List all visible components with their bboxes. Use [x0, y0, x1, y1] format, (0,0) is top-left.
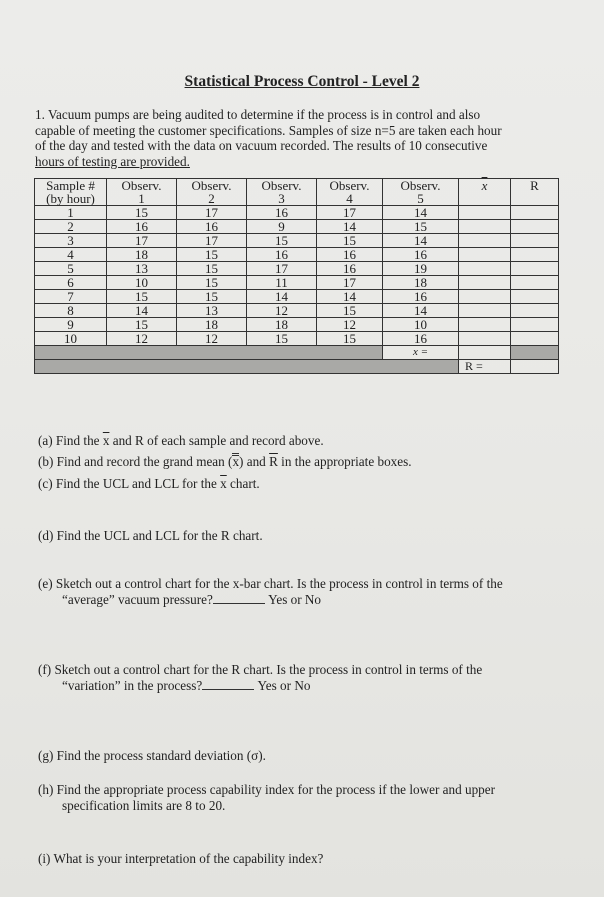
observation-cell: 15: [247, 332, 317, 346]
question-i: (i) What is your interpretation of the capability index?: [38, 851, 324, 866]
observation-cell: 10: [107, 276, 177, 290]
observation-cell: 13: [177, 304, 247, 318]
rbar-row: [35, 360, 559, 374]
observation-cell: 16: [247, 248, 317, 262]
question-b-grand-mean-symbol: x: [232, 454, 240, 469]
table-header-1: Observ.: [107, 179, 177, 193]
table-header-0: Sample #: [35, 179, 107, 193]
table-row: [35, 262, 559, 276]
xbar-answer-cell[interactable]: [459, 318, 511, 332]
observation-cell: 14: [383, 234, 459, 248]
grand-mean-answer-cell[interactable]: [459, 346, 511, 360]
observation-cell: 15: [317, 332, 383, 346]
range-answer-cell[interactable]: [511, 248, 559, 262]
observation-cell: 15: [317, 304, 383, 318]
sample-number-cell: 8: [35, 304, 107, 318]
sample-data-table: [34, 178, 559, 374]
table-subheader-4: 4: [317, 192, 383, 206]
observation-cell: 12: [247, 304, 317, 318]
observation-cell: 16: [317, 248, 383, 262]
question-c-post: chart.: [226, 476, 260, 491]
question-e-line-2: [38, 592, 563, 608]
observation-cell: 16: [383, 332, 459, 346]
observation-cell: 13: [107, 262, 177, 276]
observation-cell: 15: [107, 206, 177, 220]
question-f-line-1: (f) Sketch out a control chart for the R chart. Is the process in control in terms of the: [38, 662, 483, 677]
question-e-options: Yes or No: [268, 591, 322, 607]
range-answer-cell[interactable]: [511, 304, 559, 318]
shaded-cell: [511, 346, 559, 360]
intro-line-4: hours of testing are provided.: [35, 153, 190, 169]
sample-number-cell: 6: [35, 276, 107, 290]
table-row: [35, 318, 559, 332]
range-answer-cell[interactable]: [511, 206, 559, 220]
range-answer-cell[interactable]: [511, 290, 559, 304]
range-answer-cell[interactable]: [511, 262, 559, 276]
observation-cell: 15: [107, 318, 177, 332]
shaded-cell: [35, 360, 459, 374]
observation-cell: 15: [177, 290, 247, 304]
observation-cell: 17: [107, 234, 177, 248]
table-row: [35, 304, 559, 318]
table-header-3: Observ.: [247, 179, 317, 193]
xbar-answer-cell[interactable]: [459, 290, 511, 304]
observation-cell: 15: [383, 220, 459, 234]
question-a-xbar: $\overline{x}$: [102, 433, 110, 448]
xbar-answer-cell[interactable]: [459, 332, 511, 346]
table-row: [35, 332, 559, 346]
question-b-pre: (b) Find and record the grand mean (: [38, 454, 233, 469]
range-answer-cell[interactable]: [511, 220, 559, 234]
page-title: Statistical Process Control - Level 2: [184, 73, 420, 90]
range-answer-cell[interactable]: [511, 234, 559, 248]
sample-number-cell: 5: [35, 262, 107, 276]
sample-number-cell: 7: [35, 290, 107, 304]
question-b-rbar-symbol: $\overline{R}$: [269, 454, 278, 469]
observation-cell: 16: [383, 248, 459, 262]
question-a-post: and R of each sample and record above.: [109, 433, 324, 448]
xbar-answer-cell[interactable]: [459, 262, 511, 276]
observation-cell: 17: [317, 276, 383, 290]
observation-cell: 17: [177, 206, 247, 220]
table-header-2: Observ.: [177, 179, 247, 193]
sample-number-cell: 4: [35, 248, 107, 262]
observation-cell: 12: [177, 332, 247, 346]
question-b-mid: ) and: [239, 454, 270, 469]
question-d: (d) Find the UCL and LCL for the R chart.: [38, 528, 263, 543]
rbar-answer-cell[interactable]: [511, 360, 559, 374]
range-answer-cell[interactable]: [511, 332, 559, 346]
grand-mean-label: x =: [383, 346, 459, 360]
observation-cell: 15: [107, 290, 177, 304]
intro-line-1: 1. Vacuum pumps are being audited to determine if the process is in control and also: [35, 107, 481, 122]
table-row: [35, 220, 559, 234]
grand-mean-row: [35, 346, 559, 360]
observation-cell: 16: [317, 262, 383, 276]
question-f: [38, 662, 563, 693]
sample-number-cell: 9: [35, 318, 107, 332]
shaded-cell: [35, 346, 383, 360]
observation-cell: 18: [247, 318, 317, 332]
range-answer-cell[interactable]: [511, 276, 559, 290]
observation-cell: 17: [247, 262, 317, 276]
question-c-pre: (c) Find the UCL and LCL for the: [38, 476, 221, 491]
observation-cell: 15: [247, 234, 317, 248]
table-header-7: R: [511, 179, 559, 206]
range-answer-cell[interactable]: [511, 318, 559, 332]
sample-number-cell: 2: [35, 220, 107, 234]
question-c: [38, 476, 563, 492]
table-subheader-3: 3: [247, 192, 317, 206]
question-g: (g) Find the process standard deviation (σ).: [38, 748, 266, 763]
observation-cell: 11: [247, 276, 317, 290]
table-subheader-1: 1: [107, 192, 177, 206]
observation-cell: 18: [177, 318, 247, 332]
rbar-label: R =: [459, 360, 511, 374]
sample-number-cell: 10: [35, 332, 107, 346]
question-c-xbar: $\overline{x}$: [220, 476, 227, 491]
observation-cell: 10: [383, 318, 459, 332]
question-h-line-1: (h) Find the appropriate process capability index for the process if the lower and upper: [38, 782, 496, 797]
table-subheader-0: (by hour): [35, 192, 107, 206]
observation-cell: 19: [383, 262, 459, 276]
observation-cell: 17: [177, 234, 247, 248]
observation-cell: 16: [383, 290, 459, 304]
observation-cell: 16: [107, 220, 177, 234]
question-f-prompt: “variation” in the process?: [62, 677, 203, 693]
problem-intro: [35, 107, 555, 169]
question-f-options: Yes or No: [257, 677, 311, 693]
question-h-line-2: specification limits are 8 to 20.: [62, 797, 226, 813]
xbar-answer-cell[interactable]: [459, 248, 511, 262]
observation-cell: 15: [177, 262, 247, 276]
observation-cell: 14: [317, 290, 383, 304]
table-row: [35, 234, 559, 248]
observation-cell: 15: [317, 234, 383, 248]
observation-cell: 15: [177, 248, 247, 262]
table-subheader-5: 5: [383, 192, 459, 206]
observation-cell: 17: [317, 206, 383, 220]
sample-number-cell: 3: [35, 234, 107, 248]
observation-cell: 16: [247, 206, 317, 220]
table-row: [35, 248, 559, 262]
question-e-line-1: (e) Sketch out a control chart for the x-bar chart. Is the process in control in terms of the: [38, 576, 503, 591]
table-row: [35, 206, 559, 220]
observation-cell: 9: [247, 220, 317, 234]
question-e: [38, 576, 563, 607]
intro-line-2: capable of meeting the customer specifications. Samples of size n=5 are taken each hour: [35, 122, 502, 138]
observation-cell: 14: [383, 304, 459, 318]
question-e-prompt: “average” vacuum pressure?: [62, 591, 213, 607]
table-subheader-2: 2: [177, 192, 247, 206]
table-header-5: Observ.: [383, 179, 459, 193]
xbar-answer-cell[interactable]: [459, 206, 511, 220]
table-row: [35, 290, 559, 304]
observation-cell: 16: [177, 220, 247, 234]
question-a: [38, 433, 563, 449]
observation-cell: 18: [383, 276, 459, 290]
observation-cell: 14: [317, 220, 383, 234]
xbar-answer-cell[interactable]: [459, 234, 511, 248]
observation-cell: 18: [107, 248, 177, 262]
question-h: [38, 782, 563, 813]
xbar-answer-cell[interactable]: [459, 304, 511, 318]
table-header-4: Observ.: [317, 179, 383, 193]
observation-cell: 14: [383, 206, 459, 220]
xbar-answer-cell[interactable]: [459, 276, 511, 290]
table-header-6: $\overline{x}$: [459, 179, 511, 206]
question-a-pre: (a) Find the: [38, 433, 103, 448]
table-row: [35, 276, 559, 290]
question-b-post: in the appropriate boxes.: [277, 454, 412, 469]
observation-cell: 12: [107, 332, 177, 346]
observation-cell: 14: [247, 290, 317, 304]
answer-blank-e[interactable]: [213, 592, 265, 604]
intro-line-3: of the day and tested with the data on vacuum recorded. The results of 10 consecutive: [35, 138, 488, 153]
sample-number-cell: 1: [35, 206, 107, 220]
question-b: [38, 454, 563, 470]
answer-blank-f[interactable]: [202, 678, 254, 690]
observation-cell: 15: [177, 276, 247, 290]
xbar-answer-cell[interactable]: [459, 220, 511, 234]
observation-cell: 14: [107, 304, 177, 318]
question-f-line-2: [38, 678, 563, 694]
observation-cell: 12: [317, 318, 383, 332]
table-header-row-1: [35, 179, 559, 193]
